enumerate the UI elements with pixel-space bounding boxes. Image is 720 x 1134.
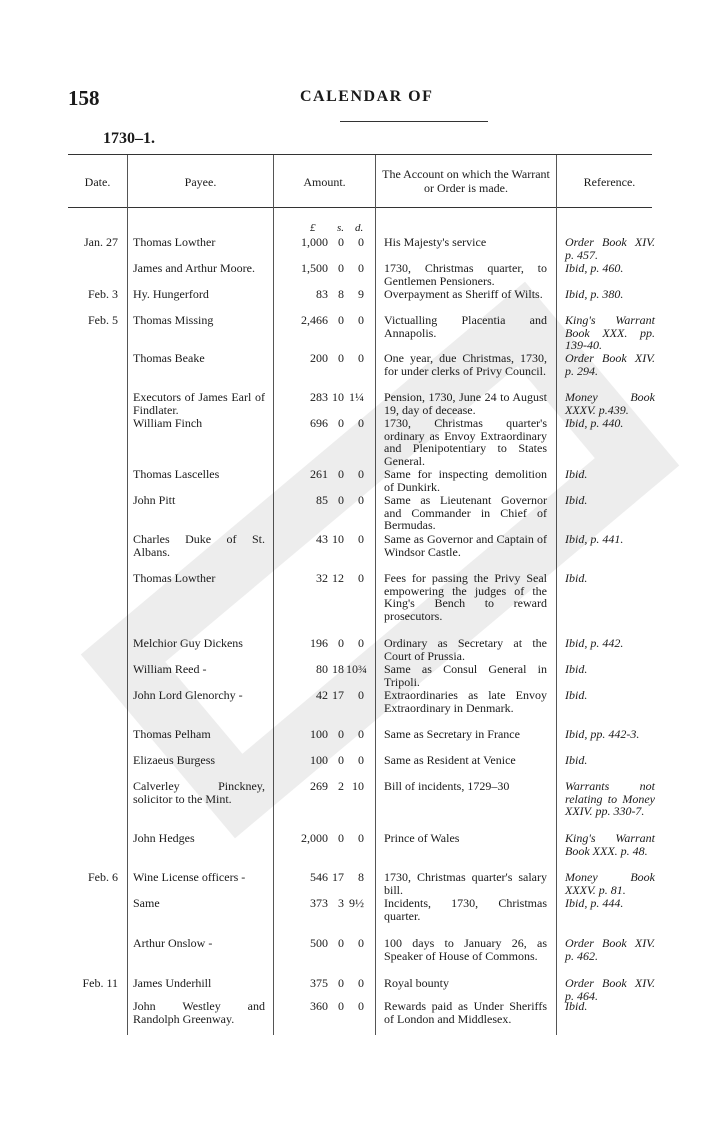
- row-account: Prince of Wales: [384, 831, 460, 845]
- row-amount-pence: 0: [358, 976, 364, 990]
- row-amount-pence: 0: [358, 688, 364, 702]
- row-payee: Elizaeus Burgess: [133, 753, 216, 767]
- row-amount-shillings: 8: [338, 287, 344, 301]
- row-amount-shillings: 0: [338, 636, 344, 650]
- row-amount-pounds: 100: [310, 753, 328, 767]
- column-divider: [127, 155, 128, 1035]
- row-amount-pence: 0: [358, 313, 364, 327]
- row-payee: John Hedges: [133, 831, 195, 845]
- row-reference: Ibid.: [565, 493, 588, 507]
- row-reference: Ibid.: [565, 467, 588, 481]
- row-amount-shillings: 0: [338, 313, 344, 327]
- table-header-rule: [68, 207, 652, 208]
- row-payee: Thomas Lascelles: [133, 467, 220, 481]
- row-amount-pounds: 1,000: [301, 235, 328, 249]
- row-amount-shillings: 0: [338, 727, 344, 741]
- table-top-rule: [68, 154, 652, 155]
- row-account: 100 days to January 26, as Speaker of House of Commons.: [384, 936, 547, 963]
- row-payee: Thomas Lowther: [133, 571, 216, 585]
- row-reference: Order Book XIV. p. 294.: [565, 351, 655, 378]
- row-date: Feb. 11: [82, 976, 118, 990]
- column-divider: [273, 155, 274, 1035]
- row-payee: Calverley Pinckney, solicitor to the Mint.: [133, 779, 265, 806]
- row-amount-pence: 1¼: [349, 390, 364, 404]
- row-reference: Ibid, p. 444.: [565, 896, 624, 910]
- row-amount-pence: 10¾: [346, 662, 367, 676]
- row-payee: Same: [133, 896, 160, 910]
- row-account: One year, due Christmas, 1730, for under clerks of Privy Council.: [384, 351, 547, 378]
- row-account: 1730, Christmas quarter's ordinary as Envoy Extraordinary and Plenipotentiary to States General.: [384, 416, 547, 468]
- row-amount-pounds: 200: [310, 351, 328, 365]
- row-amount-pence: 0: [358, 727, 364, 741]
- row-reference: Ibid.: [565, 688, 588, 702]
- row-amount-shillings: 0: [338, 261, 344, 275]
- column-header-date: Date.: [84, 175, 111, 189]
- row-amount-pounds: 375: [310, 976, 328, 990]
- row-account: His Majesty's service: [384, 235, 487, 249]
- row-account: Same for inspecting demolition of Dunkirk.: [384, 467, 547, 494]
- row-amount-pounds: 546: [310, 870, 328, 884]
- row-amount-shillings: 10: [332, 390, 344, 404]
- row-account: Bill of incidents, 1729–30: [384, 779, 510, 793]
- row-reference: Ibid, p. 380.: [565, 287, 624, 301]
- row-amount-pounds: 100: [310, 727, 328, 741]
- row-amount-shillings: 17: [332, 870, 344, 884]
- row-amount-pounds: 360: [310, 999, 328, 1013]
- row-account: Fees for passing the Privy Seal empowering the judges of the King's Bench to reward prosecutors.: [384, 571, 547, 623]
- row-amount-pence: 0: [358, 235, 364, 249]
- row-reference: Ibid, p. 460.: [565, 261, 624, 275]
- row-amount-pence: 9½: [349, 896, 364, 910]
- row-amount-shillings: 17: [332, 688, 344, 702]
- row-reference: King's Warrant Book XXX. p. 48.: [565, 831, 655, 858]
- row-amount-pounds: 85: [316, 493, 328, 507]
- row-payee: James Underhill: [133, 976, 212, 990]
- page-number: 158: [68, 86, 100, 110]
- row-amount-pence: 0: [358, 636, 364, 650]
- row-amount-shillings: 0: [338, 936, 344, 950]
- row-amount-shillings: 0: [338, 351, 344, 365]
- row-account: Extraordinaries as late Envoy Extraordinary in Denmark.: [384, 688, 547, 715]
- column-divider: [556, 155, 557, 1035]
- row-amount-pence: 0: [358, 999, 364, 1013]
- row-reference: Ibid, p. 440.: [565, 416, 624, 430]
- row-reference: Ibid.: [565, 753, 588, 767]
- row-amount-pence: 0: [358, 831, 364, 845]
- row-amount-pounds: 80: [316, 662, 328, 676]
- row-amount-pence: 10: [352, 779, 364, 793]
- row-amount-pence: 0: [358, 493, 364, 507]
- row-reference: Ibid, pp. 442-3.: [565, 727, 640, 741]
- row-payee: Thomas Pelham: [133, 727, 211, 741]
- row-amount-pounds: 42: [316, 688, 328, 702]
- row-account: Ordinary as Secretary at the Court of Prussia.: [384, 636, 547, 663]
- row-amount-pence: 0: [358, 753, 364, 767]
- header-rule: [340, 121, 488, 122]
- row-amount-pounds: 696: [310, 416, 328, 430]
- row-amount-shillings: 0: [338, 493, 344, 507]
- row-amount-pence: 0: [358, 571, 364, 585]
- row-date: Feb. 3: [88, 287, 118, 301]
- row-amount-pence: 0: [358, 416, 364, 430]
- row-reference: Ibid.: [565, 571, 588, 585]
- row-amount-shillings: 2: [338, 779, 344, 793]
- row-amount-pounds: 373: [310, 896, 328, 910]
- row-payee: John Pitt: [133, 493, 176, 507]
- row-amount-pounds: 269: [310, 779, 328, 793]
- row-amount-shillings: 0: [338, 235, 344, 249]
- row-amount-pounds: 43: [316, 532, 328, 546]
- row-account: Same as Secretary in France: [384, 727, 520, 741]
- row-payee: Charles Duke of St. Albans.: [133, 532, 265, 559]
- row-payee: Executors of James Earl of Findlater.: [133, 390, 265, 417]
- row-amount-pounds: 32: [316, 571, 328, 585]
- row-amount-pounds: 283: [310, 390, 328, 404]
- row-account: Rewards paid as Under Sheriffs of London and Middlesex.: [384, 999, 547, 1026]
- row-account: Same as Resident at Venice: [384, 753, 516, 767]
- row-amount-shillings: 0: [338, 753, 344, 767]
- column-divider: [375, 155, 376, 1035]
- row-payee: William Reed -: [133, 662, 207, 676]
- row-account: Same as Lieutenant Governor and Commander in Chief of Bermudas.: [384, 493, 547, 532]
- row-payee: Thomas Missing: [133, 313, 214, 327]
- row-amount-shillings: 0: [338, 416, 344, 430]
- row-date: Jan. 27: [84, 235, 118, 249]
- row-amount-pence: 0: [358, 351, 364, 365]
- row-amount-pence: 8: [358, 870, 364, 884]
- row-payee: Thomas Beake: [133, 351, 205, 365]
- row-account: Overpayment as Sheriff of Wilts.: [384, 287, 543, 301]
- row-payee: Melchior Guy Dickens: [133, 636, 243, 650]
- row-reference: Ibid, p. 442.: [565, 636, 624, 650]
- column-header-payee: Payee.: [184, 175, 217, 189]
- year-heading: 1730–1.: [103, 130, 155, 147]
- row-reference: Ibid.: [565, 662, 588, 676]
- column-header-amount: Amount.: [303, 175, 346, 189]
- row-account: Incidents, 1730, Christmas quarter.: [384, 896, 547, 923]
- row-reference: Money Book XXXV. p. 81.: [565, 870, 655, 897]
- row-amount-shillings: 0: [338, 831, 344, 845]
- row-amount-shillings: 0: [338, 976, 344, 990]
- row-amount-pence: 0: [358, 467, 364, 481]
- row-amount-shillings: 12: [332, 571, 344, 585]
- row-account: Same as Consul General in Tripoli.: [384, 662, 547, 689]
- row-amount-pounds: 1,500: [301, 261, 328, 275]
- row-payee: William Finch: [133, 416, 203, 430]
- row-payee: John Lord Glenorchy -: [133, 688, 243, 702]
- unit-pence: d.: [355, 222, 364, 234]
- row-date: Feb. 6: [88, 870, 118, 884]
- row-amount-pounds: 83: [316, 287, 328, 301]
- row-payee: Hy. Hungerford: [133, 287, 209, 301]
- row-account: Same as Governor and Captain of Windsor Castle.: [384, 532, 547, 559]
- row-reference: Warrants not relating to Money XXIV. pp. 330-7.: [565, 779, 655, 818]
- row-reference: Order Book XIV. p. 462.: [565, 936, 655, 963]
- row-account: Royal bounty: [384, 976, 449, 990]
- row-payee: James and Arthur Moore.: [133, 261, 255, 275]
- row-amount-pounds: 196: [310, 636, 328, 650]
- row-payee: Thomas Lowther: [133, 235, 216, 249]
- row-amount-shillings: 3: [338, 896, 344, 910]
- row-payee: John Westley and Randolph Greenway.: [133, 999, 265, 1026]
- row-amount-pence: 0: [358, 261, 364, 275]
- row-reference: Ibid, p. 441.: [565, 532, 624, 546]
- unit-pound: £: [310, 222, 316, 234]
- row-amount-shillings: 18: [332, 662, 344, 676]
- row-payee: Arthur Onslow -: [133, 936, 213, 950]
- row-amount-pounds: 2,000: [301, 831, 328, 845]
- row-amount-pence: 9: [358, 287, 364, 301]
- row-amount-pence: 0: [358, 936, 364, 950]
- row-account: Pension, 1730, June 24 to August 19, day of decease.: [384, 390, 547, 417]
- row-payee: Wine License officers -: [133, 870, 246, 884]
- row-account: 1730, Christmas quarter, to Gentlemen Pensioners.: [384, 261, 547, 288]
- row-account: Victualling Placentia and Annapolis.: [384, 313, 547, 340]
- row-date: Feb. 5: [88, 313, 118, 327]
- row-reference: Order Book XIV. p. 457.: [565, 235, 655, 262]
- row-reference: Order Book XIV. p. 464.: [565, 976, 655, 1003]
- row-amount-pounds: 261: [310, 467, 328, 481]
- row-amount-pence: 0: [358, 532, 364, 546]
- row-amount-pounds: 2,466: [301, 313, 328, 327]
- column-header-reference: Reference.: [583, 175, 636, 189]
- row-amount-shillings: 0: [338, 999, 344, 1013]
- row-reference: Money Book XXXV. p.439.: [565, 390, 655, 417]
- column-header-account: The Account on which the Warrant or Order is made.: [382, 167, 550, 195]
- row-amount-pounds: 500: [310, 936, 328, 950]
- row-account: 1730, Christmas quarter's salary bill.: [384, 870, 547, 897]
- running-title: CALENDAR OF: [300, 88, 434, 105]
- row-reference: King's Warrant Book XXX. pp. 139-40.: [565, 313, 655, 352]
- row-reference: Ibid.: [565, 999, 588, 1013]
- row-amount-shillings: 10: [332, 532, 344, 546]
- unit-shillings: s.: [337, 222, 345, 234]
- row-amount-shillings: 0: [338, 467, 344, 481]
